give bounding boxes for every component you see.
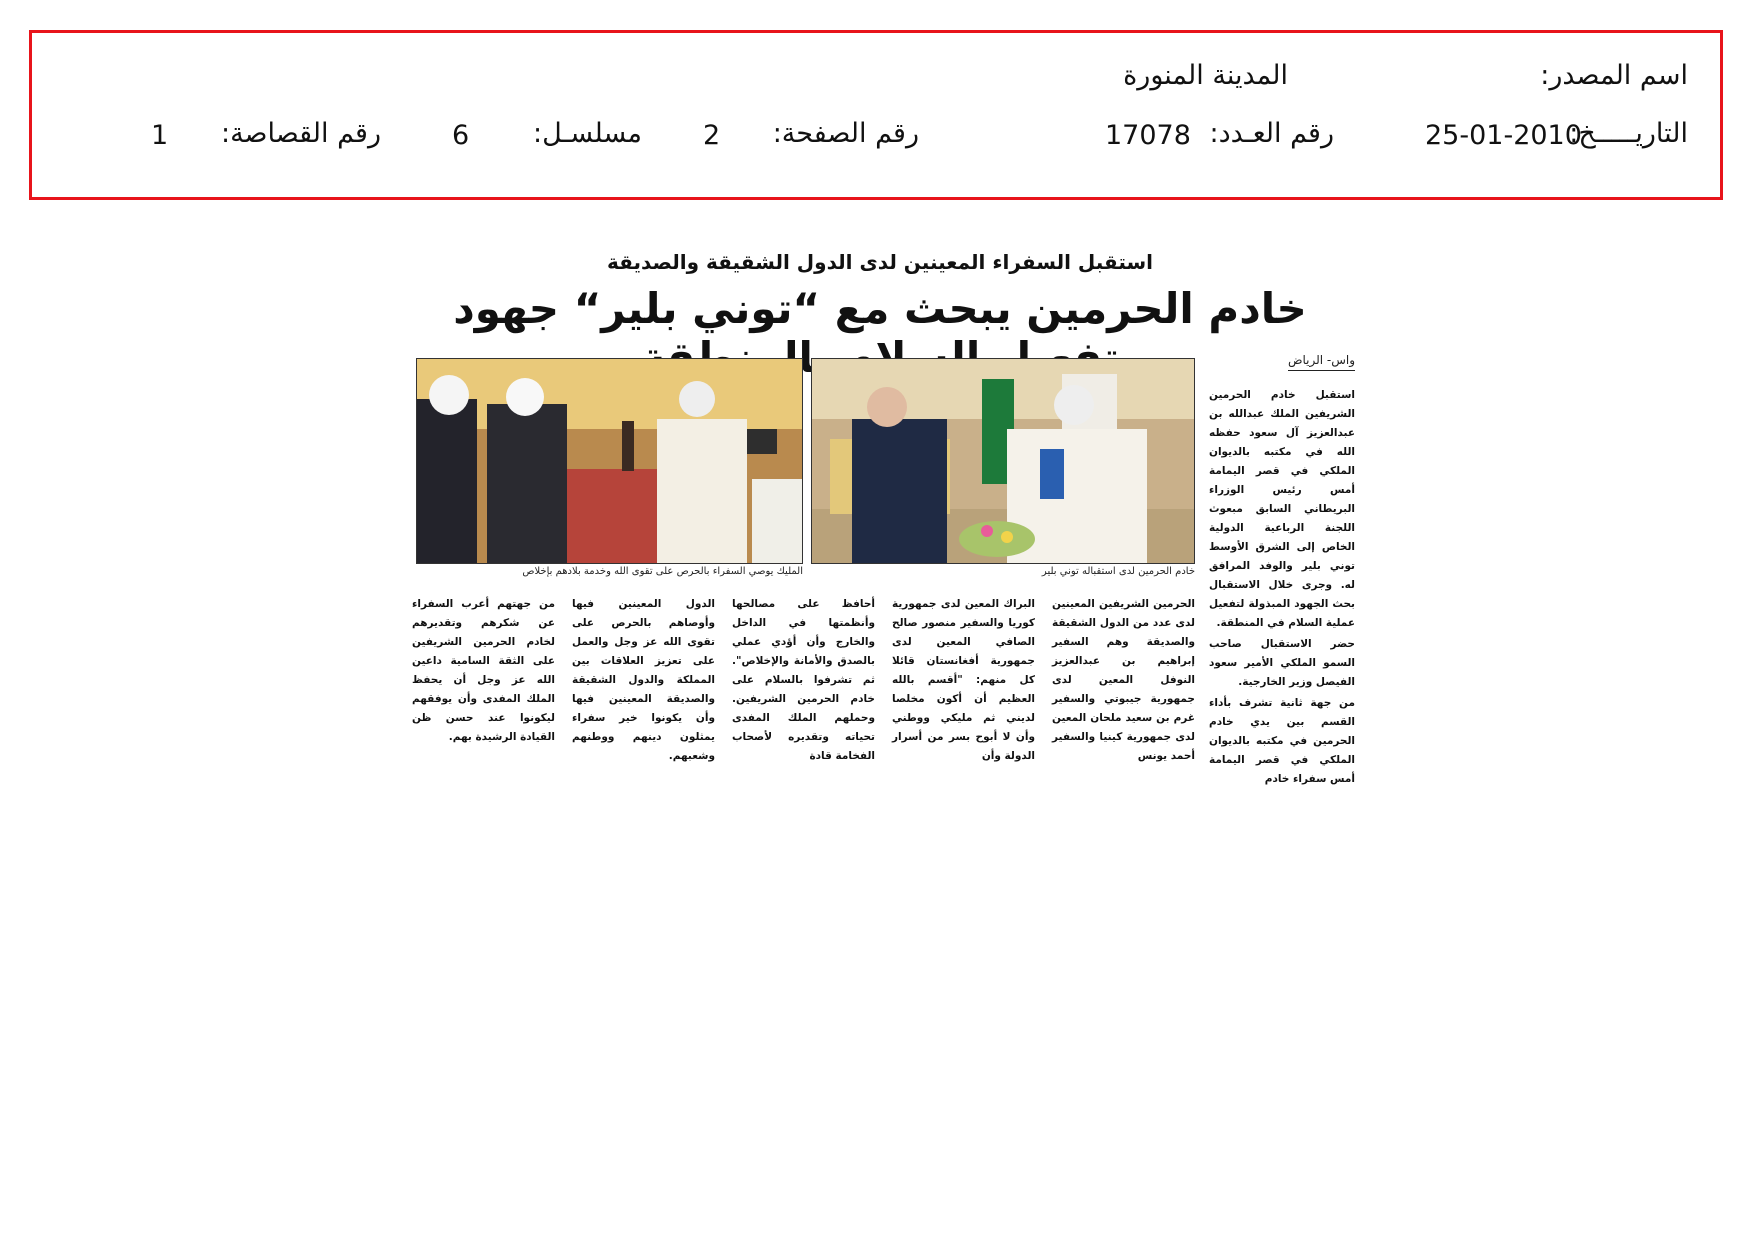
issue-value: 17078 [1105,120,1191,151]
caption-right-photo: خادم الحرمين لدى استقباله توني بلير [1041,566,1195,577]
caption-left-photo: المليك يوصي السفراء بالحرص على تقوى الله وخدمة بلادهم بإخلاص [522,566,803,577]
article-column-3: أحافظ على مصالحها وأنظمتها في الداخل والخارج وأن أؤدي عملي بالصدق والأمانة والإخلاص". ثم تشرفوا بالسلام على خادم الحرمين الشريفين. وحملهم الملك المفدى تحياته وتقديره لأصحاب الفخامة قادة [732,598,875,762]
issue-label: رقم العـدد: [1209,118,1334,149]
article-headline: خادم الحرمين يبحث مع “توني بلير“ جهود [453,284,1307,333]
article-column-1: الحرمين الشريفين المعينين لدى عدد من الدول الشقيقة والصديقة وهم السفير إبراهيم بن عبدالعزيز النوفل المعين لدى جمهورية جيبوتي والسفير غرم بن سعيد ملحان المعين لدى جمهورية كينيا والسفير أحمد يونس [1052,598,1195,762]
clip-label: رقم القصاصة: [220,118,381,149]
article-column-4: الدول المعينين فيها وأوصاهم بالحرص على تقوى الله عز وجل والعمل على تعزيز العلاقات بين المملكة والدول الشقيقة والصديقة المعينين فيها وأن يكونوا خير سفراء يمثلون دينهم ووطنهم وشعبهم. [572,598,715,762]
serial-value: 6 [452,120,470,151]
lead-paragraph-1: استقبل خادم الحرمين الشريفين الملك عبدالله بن عبدالعزيز آل سعود حفظه الله في مكتبه بالديوان الملكي في قصر اليمامة أمس رئيس الوزراء البريطاني السابق مبعوث اللجنة الرباعية الدولية الخاص إلى الشرق الأوسط توني بلير والوفد المرافق له. وجرى خلال الاستقبال بحث الجهود المبذولة لتفعيل عملية السلام في المنطقة. [1209,389,1355,629]
article-lead-column [1209,386,1355,791]
king-meeting-blair-photo [811,358,1195,564]
date-value: 25-01-2010 [1425,120,1582,151]
king-with-ambassadors-photo [416,358,803,564]
date-label: التاريـــــخ: [1569,118,1688,149]
clip-value: 1 [151,120,169,151]
header-info-box [29,30,1723,200]
page-value: 2 [703,120,721,151]
article-kicker: استقبل السفراء المعينين لدى الدول الشقيقة والصديقة [606,250,1154,274]
page-label: رقم الصفحة: [772,118,919,149]
lead-paragraph-2: حضر الاستقبال صاحب السمو الملكي الأمير سعود الفيصل وزير الخارجية. [1209,638,1355,688]
article-byline: واس- الرياض [1288,353,1355,371]
serial-label: مسلسـل: [532,118,642,149]
article-column-2: البراك المعين لدى جمهورية كوريا والسفير منصور صالح الصافي المعين لدى جمهورية أفغانستان قائلا كل منهم: "أقسم بالله العظيم أن أكون مخلصا لديني ثم مليكي ووطني وأن لا أبوح بسر من أسرار الدولة وأن [892,598,1035,762]
source-label: اسم المصدر: [1540,60,1688,91]
article-column-5: من جهتهم أعرب السفراء عن شكرهم وتقديرهم لخادم الحرمين الشريفين على الثقة السامية داعين الله عز وجل أن يحفظ الملك المفدى وأن يوفقهم ليكونوا عند حسن ظن القيادة الرشيدة بهم. [412,598,555,743]
source-value: المدينة المنورة [1123,60,1288,91]
lead-paragraph-3: من جهة ثانية تشرف بأداء القسم بين يدي خادم الحرمين في مكتبه بالديوان الملكي في قصر اليمامة أمس سفراء خادم [1209,697,1355,785]
